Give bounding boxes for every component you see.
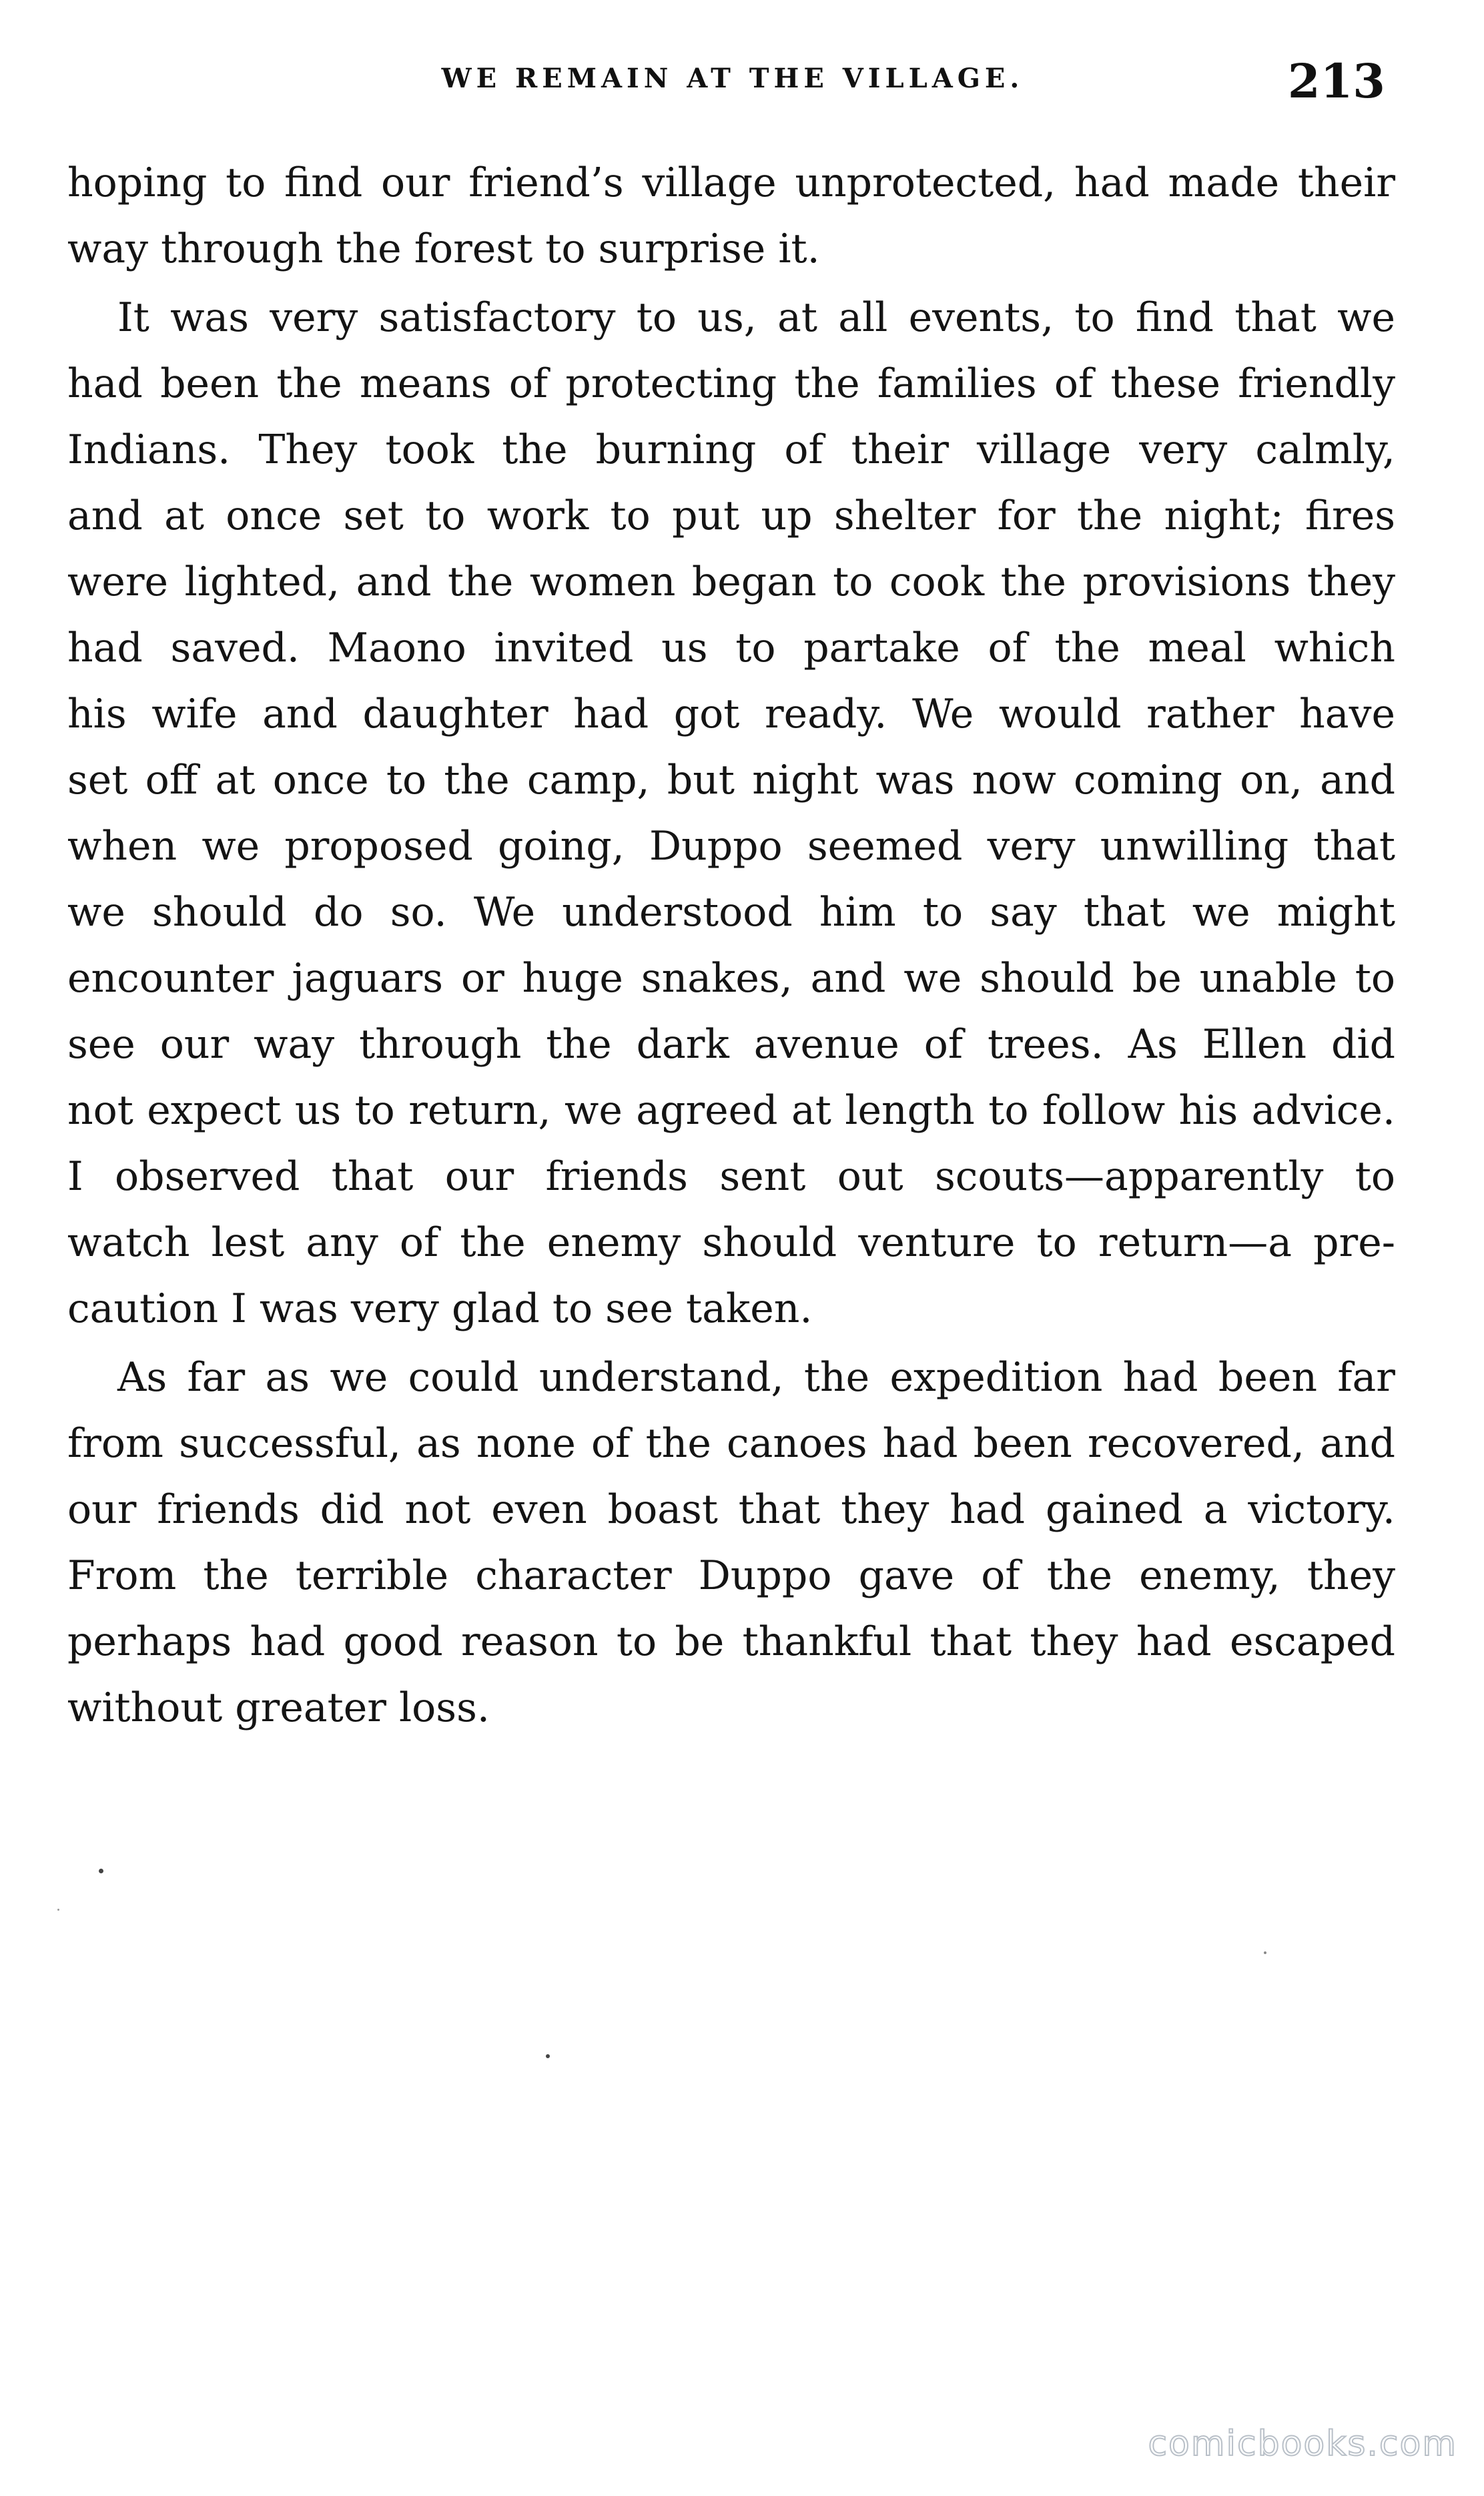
text-line: From the terrible character Duppo gave of the enemy, they — [67, 1552, 1395, 1599]
paragraph — [67, 150, 1395, 282]
text-line: watch lest any of the enemy should venture to return—a pre- — [67, 1219, 1395, 1266]
text-line: caution I was very glad to see taken. — [67, 1285, 813, 1332]
text-line: see our way through the dark avenue of trees. As Ellen did — [67, 1021, 1395, 1068]
text-line: his wife and daughter had got ready. We would rather have — [67, 691, 1395, 737]
text-line: from successful, as none of the canoes had been recovered, and — [67, 1420, 1395, 1467]
text-line: without greater loss. — [67, 1684, 490, 1731]
text-line: I observed that our friends sent out scouts—apparently to — [67, 1153, 1395, 1200]
text-line: Indians. They took the burning of their village very calmly, — [67, 426, 1395, 473]
paragraph — [67, 1345, 1395, 1741]
text-line: we should do so. We understood him to say that we might — [67, 889, 1395, 936]
body-text — [67, 150, 1395, 1741]
text-line: had been the means of protecting the families of these friendly — [67, 360, 1395, 407]
text-line: hoping to find our friend’s village unprotected, had made their — [67, 160, 1395, 206]
page-number: 213 — [1287, 53, 1385, 109]
scan-speck — [99, 1869, 103, 1873]
text-line: set off at once to the camp, but night was now coming on, and — [67, 757, 1395, 804]
scan-speck — [57, 1909, 59, 1911]
text-line: were lighted, and the women began to cook the provisions they — [67, 559, 1395, 605]
text-line: and at once set to work to put up shelter for the night; fires — [67, 493, 1395, 539]
text-line: perhaps had good reason to be thankful that they had escaped — [67, 1618, 1395, 1665]
watermark: comicbooks.com — [1148, 2424, 1457, 2464]
running-title: WE REMAIN AT THE VILLAGE. — [441, 63, 1024, 94]
text-line: our friends did not even boast that they had gained a victory. — [67, 1486, 1395, 1533]
text-line: had saved. Maono invited us to partake of the meal which — [67, 625, 1395, 671]
paragraph — [67, 285, 1395, 1342]
text-line: encounter jaguars or huge snakes, and we should be unable to — [67, 955, 1395, 1002]
text-line: As far as we could understand, the expedition had been far — [117, 1354, 1395, 1401]
text-line: when we proposed going, Duppo seemed very unwilling that — [67, 823, 1395, 870]
scan-speck — [546, 2054, 550, 2058]
text-line: way through the forest to surprise it. — [67, 226, 820, 272]
text-line: not expect us to return, we agreed at length to follow his advice. — [67, 1087, 1395, 1134]
text-line: It was very satisfactory to us, at all events, to find that we — [117, 294, 1395, 341]
scan-speck — [1264, 1951, 1266, 1954]
running-head — [0, 53, 1484, 127]
